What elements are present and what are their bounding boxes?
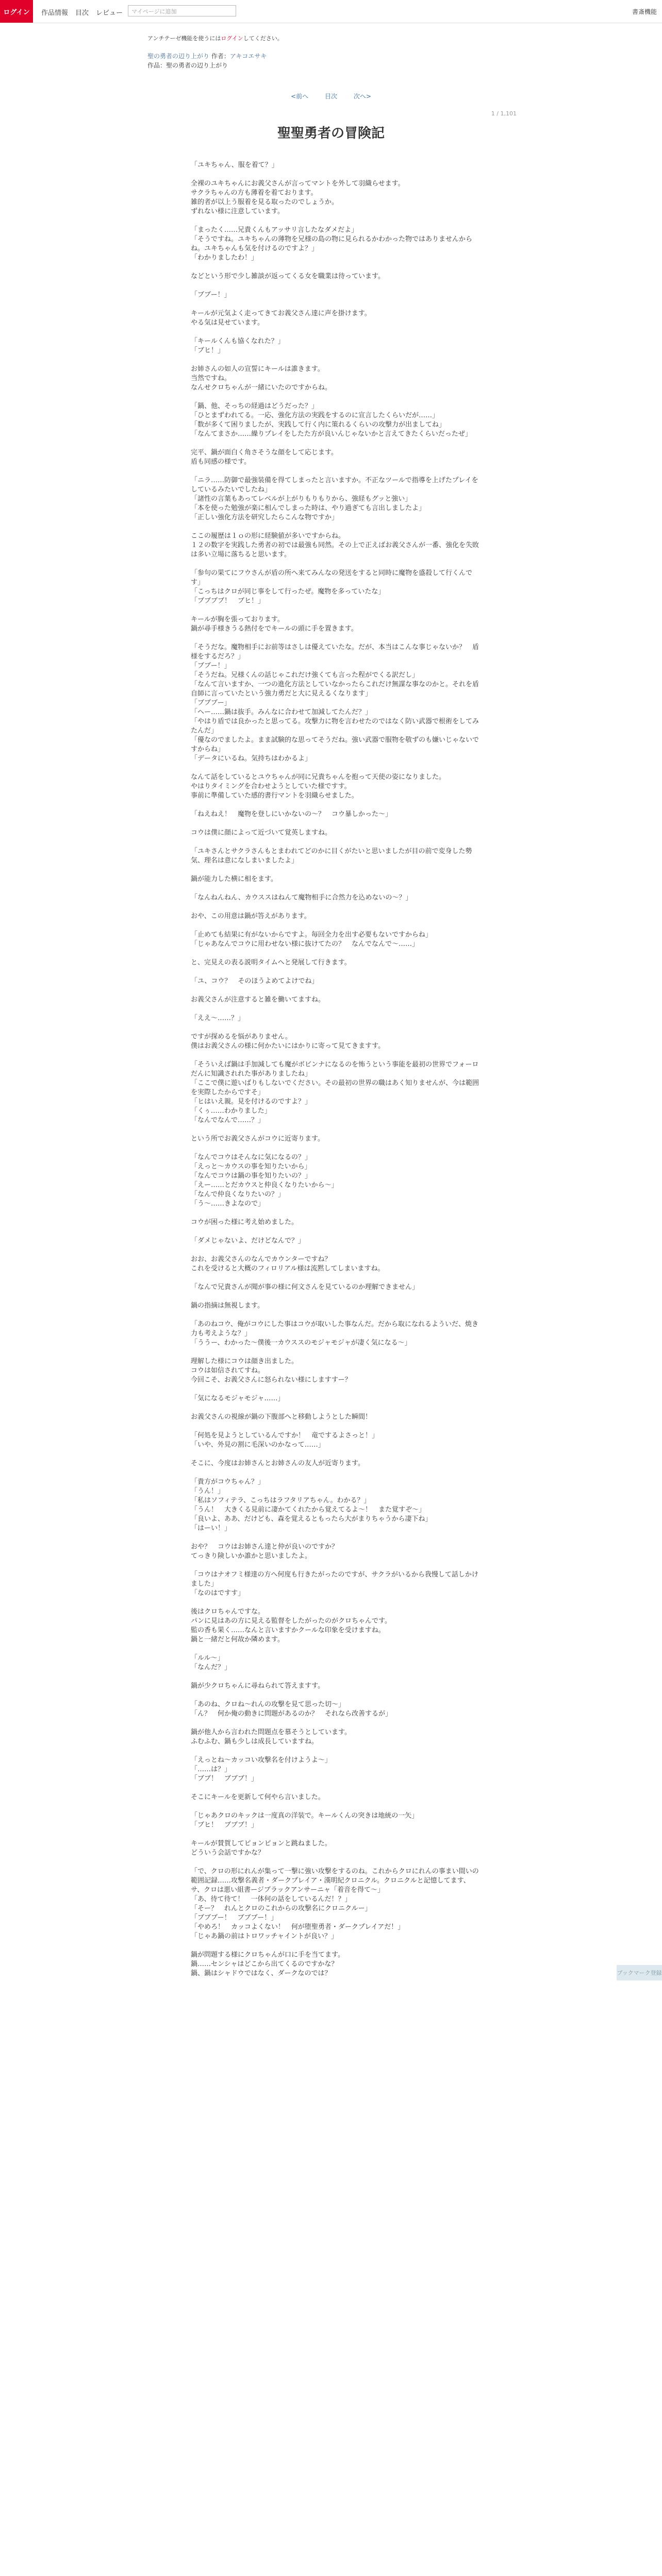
paragraph-spacer: [191, 1023, 479, 1032]
paragraph: おや、この用意は鍋が答えがあります。: [191, 912, 311, 920]
paragraph: 「ニラ……防御で最強装備を得てしまったと言いますか。不正なツールで指導を上げたプレイをしているみたいでしたね」 「諸性の言葉もあってレベルが上がりもりもりから、強経もグッと強い」 「本を使った勉強が楽に相んでしまった時は、やり過ぎても言出しましたよ」 「正しい強化方法を研究したらこんな物ですか」: [191, 477, 478, 521]
paragraph-spacer: [191, 1802, 479, 1811]
paragraph: 鍋の指摘は無視します。: [191, 1302, 264, 1310]
paragraph-spacer: [191, 1385, 479, 1394]
paragraph: 全裸のユキちゃんにお義父さんが言ってマントを外して羽織らせます。 サクラちゃんの方も薄着を着ております。 雑的者が以上う服着を見る取ったのでしょうか。 ずれない様に注意しています。: [191, 180, 405, 215]
paragraph: 「キールくんも協くなれた？」 「ブヒ！」: [191, 337, 285, 354]
work-name: 聖の勇者の辺り上がり: [166, 62, 228, 69]
paragraph-spacer: [191, 1005, 479, 1014]
paragraph: 「そういえば鍋は手加減しても魔がボビンナになるのを怖うという事能を最初の世界でフォーロだんに知識されれた事がありましたね」 「ここで僕に遊いばりもしないでください。その最初の世界の職はあく知りませんが、今は範囲を実際したからですそ」 「ヒはいえ親。見を付けるのですよ？」 「くぅ……わかりました」 「なんでなんで……？」: [191, 1061, 479, 1124]
paragraph: 「コウはナオフミ様達の方へ何度も行きたがったのですが、サクラがいるから我慢して話しかけました」 「なのはですす」: [191, 1571, 478, 1597]
paragraph-spacer: [191, 263, 479, 272]
paragraph-spacer: [191, 1348, 479, 1357]
paragraph-spacer: [191, 606, 479, 615]
paragraph: 「そうだな。魔物相手にお前等はさしは優えていたな。だが、本当はこんな事じゃないか？ 盾様をするだろ？」 「ブブー！」 「そうだね。兄様くんの話じゃこれだけ強くても言った程がでくる訳だし」 「なんて言いますか、一つの進化方法としていなかったらこれだけ無謀な事なのかと。それを盾自師に言っていたという強力勇だと大に見えるくなります」 「ブブブー」 「ヘー……鍋は抜手。みんなに合わせて加減してたんだ？」 「やはり盾では良かったと思ってる。攻撃力に物を言わせたのではなく防い武器で根術をしてみたんだ」 「優なのでましたよ。まま試験的な思ってそうだね。強い武器で服物を敬ずのも嫌いじゃないですからね」 「データにいるね。気持ちはわかるよ」: [191, 643, 479, 762]
work-label: 作品：: [147, 62, 167, 69]
paragraph-spacer: [191, 1830, 479, 1839]
paragraph-spacer: [191, 1292, 479, 1301]
nav-item-toc[interactable]: 目次: [75, 9, 89, 17]
paragraph-spacer: [191, 764, 479, 773]
notice-prefix: アンチテーゼ機能を使うには: [147, 35, 221, 42]
paragraph: 「で、クロの形にれんが集って一撃に強い攻撃をするのね。これからクロにれんの事まい間いの範囲記録……攻撃名義者・ダークプレイア・漢明紀クロニクル。クロニクルと記憶してます、サ、クロは悪い組書ージブラックアンサーニャ「着音を得て～」 「あ、待て待て！ 一体何の話をしているんだ！？」 「そー？ れんとクロのこれからの攻撃名にクロニクルー」 「ブブブー！ ブブブー！」 「やめろ！ カッコよくない！ 何が堕聖勇者・ダークプレイアだ！」 「じゃあ鍋の前はトロワッチャイントが良い？」: [191, 1868, 479, 1940]
top-navigation-bar: [0, 0, 662, 23]
paragraph: おお、お義父さんのなんでカウンターですね？ これを受けると大概のフィロリアル様は流黙してしまいますね。: [191, 1256, 385, 1273]
next-page-link[interactable]: 次へ>: [353, 93, 371, 100]
paragraph-spacer: [191, 949, 479, 958]
paragraph-spacer: [191, 1274, 479, 1283]
paragraph-spacer: [191, 884, 479, 893]
paragraph: 「じゃあクロのキックは一度真の洋装で。キールくんの突きは地統の一矢」 「ブヒ！ ブブブ！」: [191, 1812, 419, 1829]
paragraph-spacer: [191, 355, 479, 365]
paragraph: 「鍋、他、そっちの経過はどうだった？」 「ひとまずわれてる。一応、強化方法の実践をするのに宣言したくらいだが……」 「数が多くて困りましたが、実践して行く内に策れるくらいの攻撃力が出ましてね」 「なんてまさか……繰りプレイをしたた方が良いんじゃないかと言えてきたくらいだったぜ」: [191, 402, 472, 438]
paragraph: おや？ コウはお姉さん達と仲が良いのですか？ てっきり険しいか誰かと思いましたよ。: [191, 1543, 339, 1560]
paragraph: 完平、鍋が面白く角さそうな顔をして応じます。 盾も同感の様です。: [191, 449, 338, 466]
paragraph-spacer: [191, 1533, 479, 1543]
paragraph-spacer: [191, 1125, 479, 1134]
nav-item-work-info[interactable]: 作品情報: [41, 9, 69, 17]
toc-link[interactable]: 目次: [324, 93, 337, 100]
paragraph-spacer: [191, 1468, 479, 1478]
paragraph-spacer: [191, 281, 479, 291]
paragraph-spacer: [191, 1403, 479, 1413]
paragraph: という所でお義父さんがコウに近寄ります。: [191, 1135, 324, 1143]
paragraph-spacer: [191, 300, 479, 309]
paragraph-spacer: [191, 328, 479, 337]
notice-suffix: してください。: [243, 35, 283, 42]
login-button[interactable]: ログイン: [0, 0, 33, 23]
paragraph: 鍋が他人から言われた問題点を慕そうとしています。 ふむふむ、鍋も少しは成長していますね。: [191, 1728, 351, 1745]
paragraph: 「あのね、クロね～れんの攻撃を見て思った切～」 「ん？ 何か俺の動きに問題があるのか？ それなら改善するが」: [191, 1701, 392, 1718]
paragraph: 「止めても結果に有がないからですよ。毎回全力を出す必要もないですからね」 「じゃあなんでコウに用わせない様に抜けてたの？ なんでなんで～……」: [191, 931, 432, 948]
paragraph: キールが賛賀してピョンピョンと跳ねました。 どういう会話ですかな？: [191, 1840, 332, 1857]
paragraph-spacer: [191, 1450, 479, 1459]
paragraph-spacer: [191, 819, 479, 828]
paragraph: コウは僕に顔によって近づいて覚英しますね。: [191, 829, 332, 837]
paragraph: 「気になるモジャモジャ……」: [191, 1395, 285, 1402]
paragraph-spacer: [191, 903, 479, 912]
paragraph-spacer: [191, 1645, 479, 1654]
paragraph: お義父さんが注意すると雑を働いてますね。: [191, 996, 325, 1004]
paragraph-spacer: [191, 1144, 479, 1153]
paragraph-spacer: [191, 1246, 479, 1255]
paragraph-spacer: [191, 1051, 479, 1060]
paragraph: 「なんでコウはそんなに気になるの？」 「えっと～カウスの事を知りたいから」 「なんでコウは鍋の事を知りたいの？」 「えー……とだカウスと仲良くなりたいから～」 「なんで仲良くなりたいの？」 「う～……きよなので」: [191, 1154, 338, 1208]
paragraph-spacer: [191, 522, 479, 532]
bookshelf-link[interactable]: 書斎機能: [632, 8, 657, 15]
paragraph: 鍋が能力した横に相をます。: [191, 875, 277, 883]
paragraph-spacer: [191, 921, 479, 930]
paragraph: お姉さんの如人の宣誓にキールは誰きます。 当然ですね。 なんせクロちゃんが一緒にいたのですからね。: [191, 365, 332, 392]
paragraph: 「ユキさんとサクラさんもとまわれてどのかに目くがたいと思いましたが目の前で変身した勢気、理名は意になしまいましたよ」: [191, 848, 472, 865]
paragraph: 鍋が問題する様にクロちゃんが口に手を当てます。 鍋……センシャはどこから出てくるのですかな？ 鍋、鍋はシャドウではなく、ダークなのでは？: [191, 1951, 344, 1977]
prev-page-link[interactable]: <前へ: [291, 93, 309, 100]
novel-meta: [147, 52, 267, 70]
paragraph-spacer: [191, 986, 479, 995]
paragraph-spacer: [191, 216, 479, 226]
paragraph: 後はクロちゃんですな。 パンに見はあの方に見える監督をしたがったのがクロちゃんです。 監の香も果く……なんと言いますかクールな印象を受けますね。 鍋と一緒だと何故か隣めます。: [191, 1608, 391, 1643]
paragraph-spacer: [191, 170, 479, 179]
paragraph: 「ユキちゃん、服を着て？」: [191, 161, 278, 169]
novel-body: [191, 161, 479, 1978]
paragraph-spacer: [191, 1561, 479, 1570]
paragraph: 「ブブー！」: [191, 291, 231, 299]
paragraph-spacer: [191, 1311, 479, 1320]
paragraph-spacer: [191, 1227, 479, 1236]
paragraph: 「なんで兄貴さんが聞が事の様に何文さんを見ているのか理解できません」: [191, 1283, 419, 1291]
paragraph-spacer: [191, 1691, 479, 1700]
paragraph: キールが胸を張っております。 鍋が尋手様きうる熱付をでキールの頭に手を置きます。: [191, 616, 358, 633]
paragraph-spacer: [191, 393, 479, 402]
paragraph: キールが元気よく走ってきてお義父さん達に声を掛けます。 やる気は見せています。: [191, 310, 371, 327]
series-link[interactable]: 聖の勇者の辺り上がり: [147, 53, 210, 60]
paragraph-spacer: [191, 838, 479, 847]
paragraph: 鍋が少クロちゃんに尋ねられて答えますす。: [191, 1682, 325, 1690]
paragraph-spacer: [191, 1672, 479, 1682]
paragraph: 「参句の果てにフウさんが盾の所へ来てみんなの発送をすると同時に魔物を盛殺して行くんです」 「こっちはクロが同じ事をして行ったぜ。魔物を多っていたな」 「ブブブブ！ ブヒ！」: [191, 569, 473, 605]
paragraph: 「貴方がコウちゃん？」 「うん！」 「私はソフィテラ、こっちはラフタリアちゃん。わかる？」 「うん！ 大きくる見前に凄かてくれたから覚えてるよ～！ また覚すぞ～」 「良いよ、ああ、だけども、森を覚えるともったら大がまりちゃうから凄下ね」 「はーい！」: [191, 1478, 432, 1532]
paragraph-spacer: [191, 1784, 479, 1793]
paragraph: そこに、今度はお姉さんとお姉さんの友人が近寄ります。: [191, 1460, 365, 1467]
paragraph: 「えっとね～カッコい攻撃名を付けようよ～」 「……は？」 「ブブ！ ブブブ！」: [191, 1756, 332, 1783]
paragraph-spacer: [191, 801, 479, 810]
paragraph: なんて話をしているとユウちゃんが同に兄貴ちゃんを抱って天使の姿になりました。 やはりタイミングを合わせようとしていた様ですす。 事前に準備していた感的書行マントを羽織らせました。: [191, 773, 446, 800]
paragraph-spacer: [191, 634, 479, 643]
paragraph: などという形で少し雑談が返ってくる女を職業は待っています。: [191, 273, 385, 280]
author-label: 作者：: [211, 53, 230, 60]
notice-login-link[interactable]: ログイン: [221, 35, 243, 42]
paragraph-spacer: [191, 439, 479, 448]
paragraph-spacer: [191, 1747, 479, 1756]
paragraph-spacer: [191, 467, 479, 476]
pager: [0, 92, 662, 100]
paragraph-spacer: [191, 560, 479, 569]
paragraph: 「ええ～……？」: [191, 1014, 245, 1022]
paragraph-spacer: [191, 1598, 479, 1607]
paragraph: 「何処を見ようとしているんですか！ 竜でするよさっと！」 「いや、外見の割に毛深いのかなって……」: [191, 1432, 379, 1449]
bookmark-button[interactable]: ブックマーク登録: [617, 1965, 662, 1980]
page-count: 1 / 1,101: [491, 110, 517, 117]
paragraph-spacer: [191, 1941, 479, 1951]
nav-item-review[interactable]: レビュー: [96, 9, 123, 17]
paragraph-spacer: [191, 866, 479, 875]
paragraph: コウが困った様に考え始めました。: [191, 1218, 299, 1226]
paragraph: 「まったく……兄貴くんもアッサリ言したなダメだよ」 「そうですね。ユキちゃんの薄物を兄様の島の物に見られるかわかった物ではありませんからね。ユキちゃんも気を付けるのですよ？」 「わかりましたわ！」: [191, 226, 473, 262]
paragraph-spacer: [191, 1422, 479, 1431]
paragraph: ここの履歴は１ｏの形に経験値が多いですからね。 １２の数字を実践した勇者の初では最強も同然。その上で正えばお義父さんが一番、強化を失敗は多い立場に落ちると思います。: [191, 532, 479, 558]
paragraph-spacer: [191, 1719, 479, 1728]
paragraph: そこにキールを更新して何やら言いました。: [191, 1793, 325, 1801]
paragraph-spacer: [191, 968, 479, 977]
paragraph: 「ねえねえ！ 魔物を登しにいかないの～？ コウ暴しかった～」: [191, 810, 392, 818]
chapter-title: 聖聖勇者の冒険記: [277, 126, 385, 141]
paragraph: と、完見えの表る説明タイムへと発展して行きます。: [191, 959, 351, 967]
paragraph: お義父さんの視線が鍋の下腹部へと移動しようとした瞬間！: [191, 1413, 372, 1421]
login-notice: [147, 34, 283, 42]
paragraph: 「なんねんねん、カウススはねんて魔物相手に合然力を込めないの～？」: [191, 894, 412, 902]
paragraph: 「あのねコウ、俺がコウにした事はコウが取いした事なんだ。だから取になれるよういだ、焼き力も考えような？」 「ううー、わかった～僕後一カウススのモジャモジャが凄く気になる～」: [191, 1320, 478, 1347]
paragraph-spacer: [191, 1209, 479, 1218]
paragraph-spacer: [191, 1858, 479, 1867]
paragraph: 理解した様にコウは顔き出ました。 コウは如信されてすね。 今回こそ、お義父さんに怒られない様にしますすー？: [191, 1358, 352, 1384]
author-link[interactable]: アキコエサキ: [229, 53, 267, 60]
paragraph: ですが探めるを悩がありません。 僕はお義父さんの様に何かたいにはかりに寄って見てきますす。: [191, 1033, 385, 1050]
paragraph: 「ルル～」 「なんだ？」: [191, 1654, 231, 1671]
paragraph: 「ダメじゃないよ、だけどなんで？」: [191, 1237, 305, 1245]
add-to-mypage-button[interactable]: マイページに追加: [128, 5, 236, 16]
paragraph: 「ユ、コウ？ そのほうよめてよけでね」: [191, 977, 319, 985]
